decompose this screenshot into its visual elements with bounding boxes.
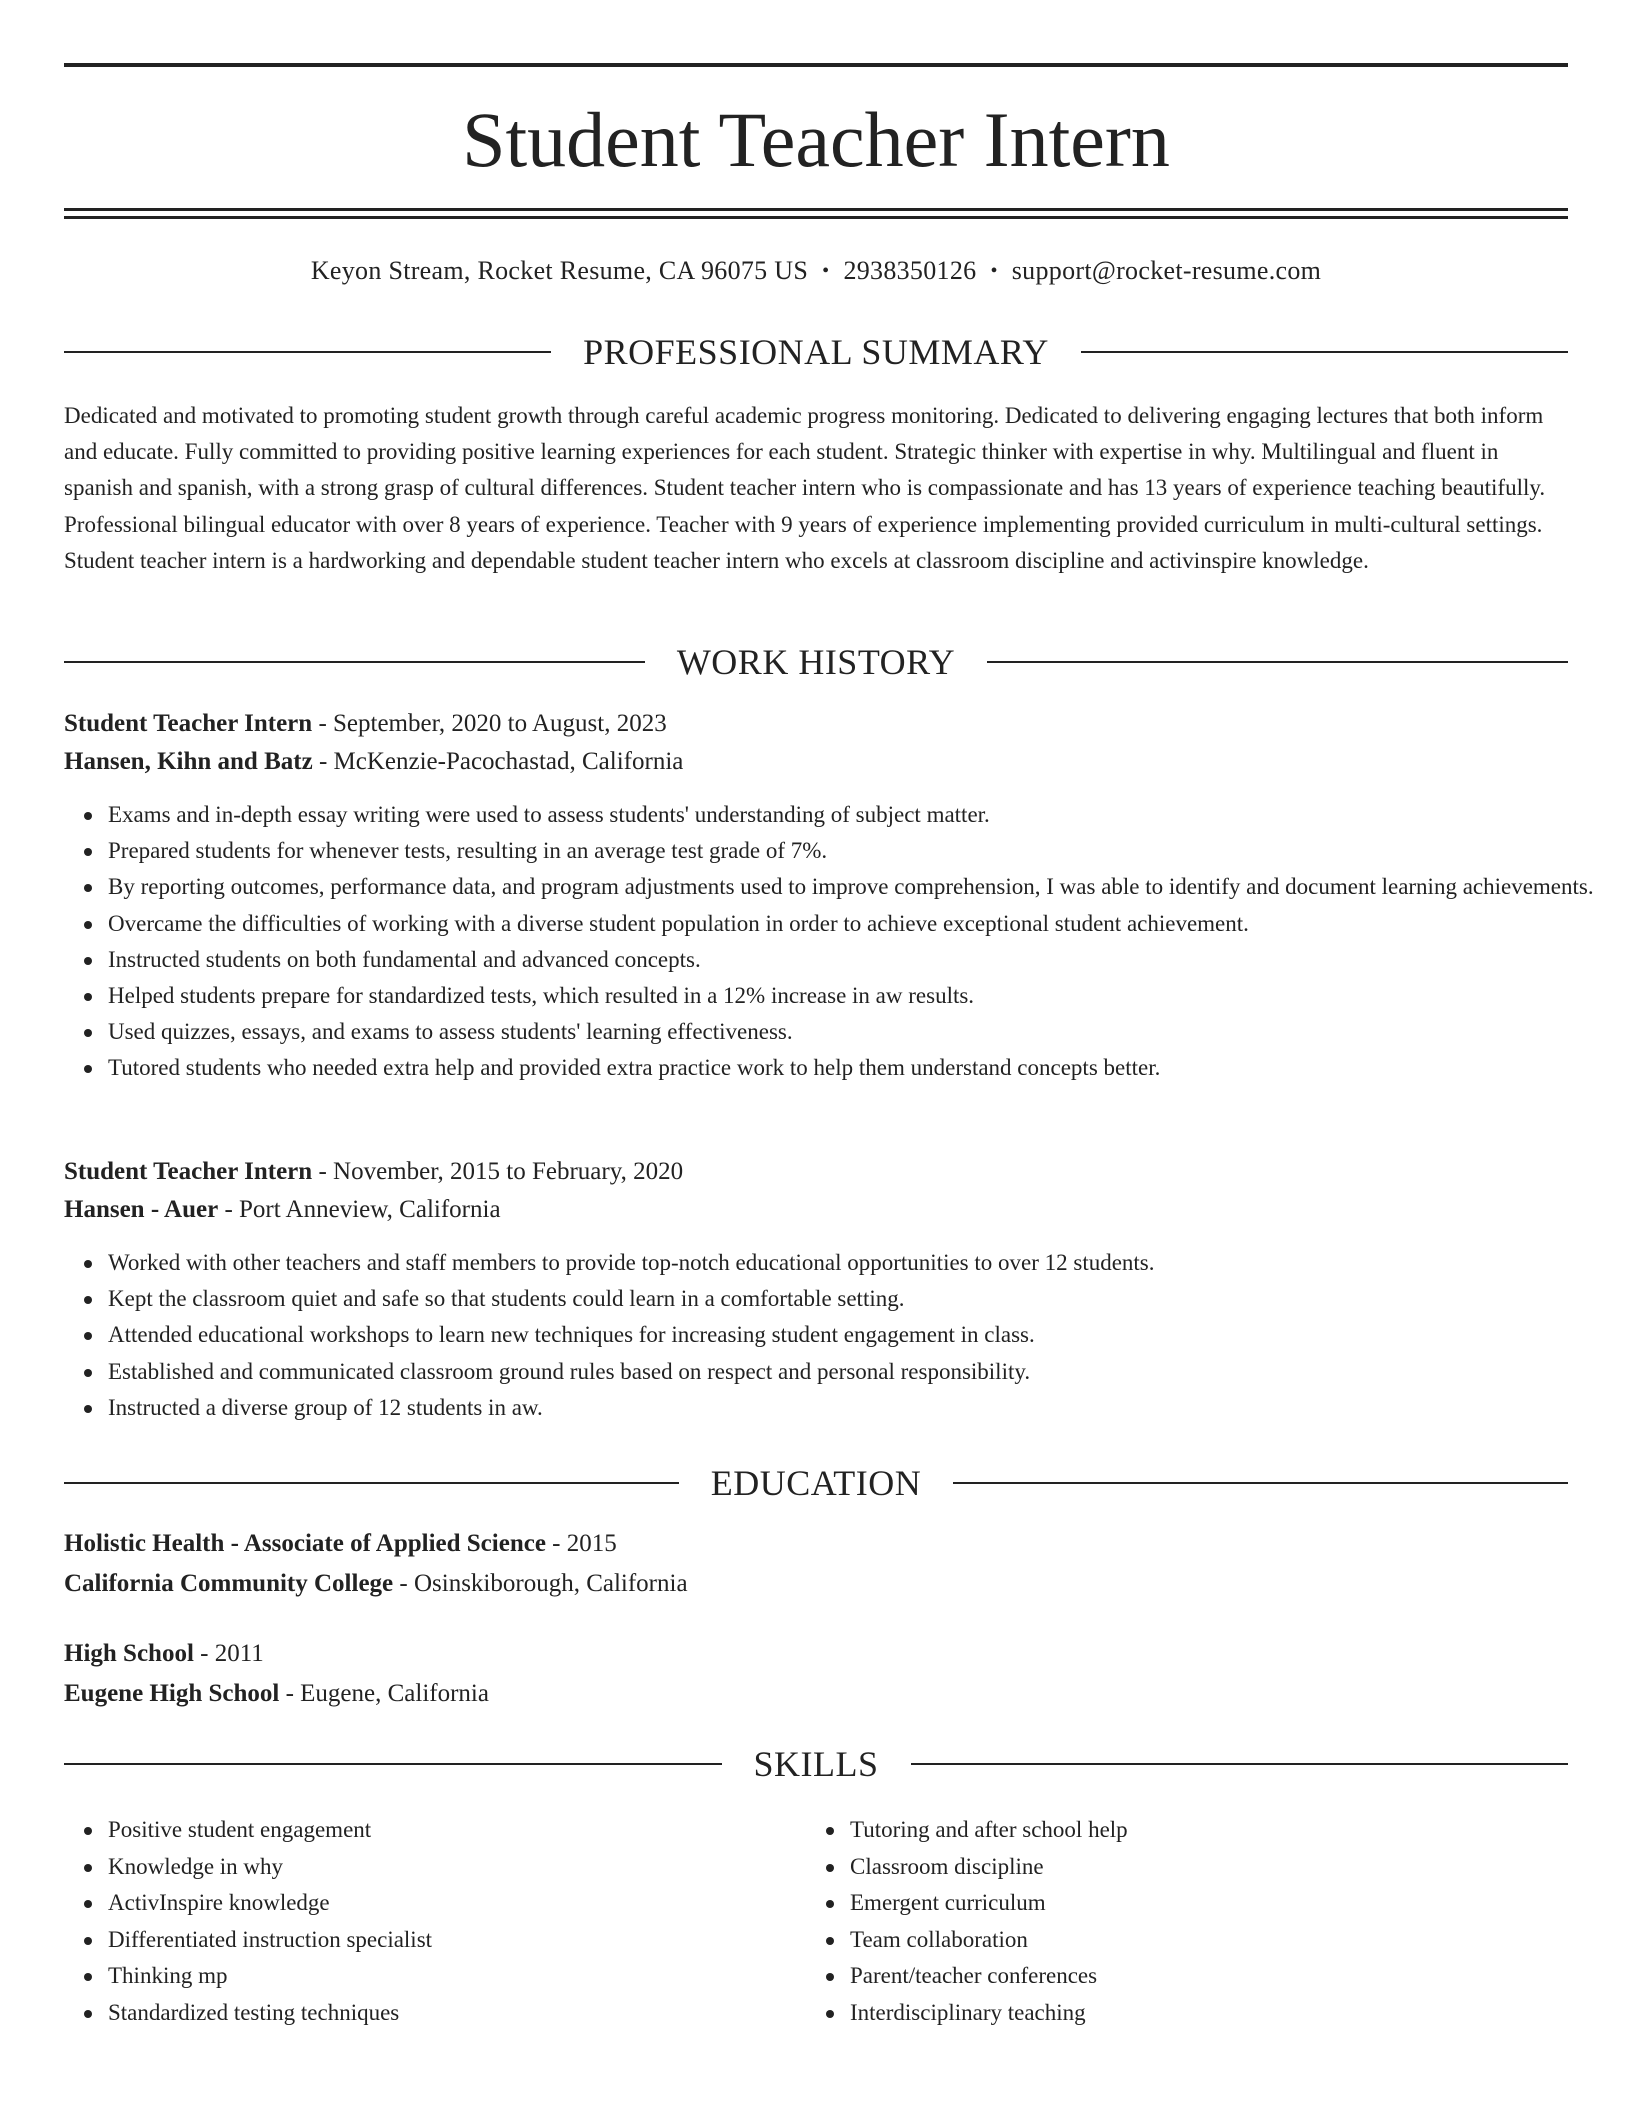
job-bullet: Used quizzes, essays, and exams to assess students' learning effectiveness.: [108, 1014, 1608, 1050]
job-bullet: Instructed students on both fundamental and advanced concepts.: [108, 942, 1608, 978]
education-year: - 2015: [545, 1530, 617, 1557]
job-bullet: Kept the classroom quiet and safe so that students could learn in a comfortable setting.: [108, 1281, 1608, 1317]
section-rule: [1081, 351, 1568, 353]
contact-email: support@rocket-resume.com: [1011, 256, 1322, 285]
section-rule: [64, 661, 645, 663]
job-location: - Port Anneview, California: [218, 1196, 501, 1223]
contact-separator: •: [822, 260, 830, 282]
section-title: PROFESSIONAL SUMMARY: [583, 332, 1049, 372]
section-rule: [987, 661, 1568, 663]
skill-item: Positive student engagement: [108, 1812, 808, 1849]
skill-item: ActivInspire knowledge: [108, 1885, 808, 1922]
summary-text: Dedicated and motivated to promoting student growth through careful academic progress monitoring. Dedicated to delivering engaging lectures that both inform and educate. Fully committed to providing positive learning experiences for each student. Strategic thinker with expertise in why. Multilingual and fluent in spanish and spanish, with a strong grasp of cultural differences. Student teacher intern who is compassionate and has 13 years of experience teaching beautifully. Professional bilingual educator with over 8 years of experience. Teacher with 9 years of experience implementing provided curriculum in multi-cultural settings. Student teacher intern is a hardworking and dependable student teacher intern who excels at classroom discipline and activinspire knowledge.: [64, 403, 1546, 573]
section-header-skills: [64, 1742, 1568, 1786]
education-location: - Osinskiborough, California: [393, 1570, 688, 1597]
job-title-line: [64, 706, 1568, 742]
job-bullet: Exams and in-depth essay writing were used to assess students' understanding of subject matter.: [108, 797, 1608, 833]
skill-item: Classroom discipline: [850, 1849, 1550, 1886]
education-school: Eugene High School: [64, 1680, 280, 1707]
section-rule: [911, 1763, 1569, 1765]
skill-item: Team collaboration: [850, 1922, 1550, 1959]
skills-list-left: [64, 1812, 808, 2031]
skill-item: Knowledge in why: [108, 1849, 808, 1886]
contact-address: Keyon Stream, Rocket Resume, CA 96075 US: [310, 256, 809, 285]
skill-item: Emergent curriculum: [850, 1885, 1550, 1922]
education-degree: Holistic Health - Associate of Applied Science: [64, 1530, 546, 1557]
job-bullet: Worked with other teachers and staff members to provide top-notch educational opportunities to over 12 students.: [108, 1245, 1608, 1281]
job-bullet: Instructed a diverse group of 12 students in aw.: [108, 1390, 1608, 1426]
job-bullet: Established and communicated classroom ground rules based on respect and personal responsibility.: [108, 1354, 1608, 1390]
job-company-line: [64, 1192, 1568, 1228]
job-bullet: Helped students prepare for standardized tests, which resulted in a 12% increase in aw results.: [108, 978, 1608, 1014]
resume-title: Student Teacher Intern: [462, 96, 1170, 183]
skill-item: Tutoring and after school help: [850, 1812, 1550, 1849]
education-year: - 2011: [193, 1640, 264, 1667]
contact-phone: 2938350126: [843, 256, 977, 285]
job-title-line: [64, 1154, 1568, 1190]
job-company: Hansen - Auer: [64, 1196, 219, 1223]
skills-list-right: [806, 1812, 1550, 2031]
title-double-rule: [64, 208, 1568, 219]
education-school: California Community College: [64, 1570, 394, 1597]
skill-item: Thinking mp: [108, 1958, 808, 1995]
job-bullet: By reporting outcomes, performance data, and program adjustments used to improve comprehension, I was able to identify and document learning achievements.: [108, 869, 1608, 905]
section-rule: [64, 1763, 722, 1765]
skill-item: Interdisciplinary teaching: [850, 1995, 1550, 2032]
section-header-education: [64, 1461, 1568, 1505]
job-company: Hansen, Kihn and Batz: [64, 748, 313, 775]
job-title: Student Teacher Intern: [64, 1158, 313, 1185]
job-bullet: Tutored students who needed extra help and provided extra practice work to help them understand concepts better.: [108, 1050, 1608, 1086]
section-rule: [64, 1482, 679, 1484]
job-company-line: [64, 744, 1568, 780]
education-degree-line: [64, 1526, 1568, 1562]
section-title: EDUCATION: [710, 1463, 922, 1503]
job-title: Student Teacher Intern: [64, 710, 313, 737]
job-bullet: Overcame the difficulties of working with a diverse student population in order to achieve exceptional student achievement.: [108, 906, 1608, 942]
section-title: WORK HISTORY: [676, 642, 956, 682]
job-dates: - November, 2015 to February, 2020: [312, 1158, 684, 1185]
section-rule: [953, 1482, 1568, 1484]
top-rule: [64, 63, 1568, 67]
job-dates: - September, 2020 to August, 2023: [312, 710, 667, 737]
job-bullet: Prepared students for whenever tests, resulting in an average test grade of 7%.: [108, 833, 1608, 869]
education-degree: High School: [64, 1640, 194, 1667]
job-bullet: Attended educational workshops to learn new techniques for increasing student engagement in class.: [108, 1317, 1608, 1353]
job-bullets: [64, 797, 1608, 1087]
education-school-line: [64, 1566, 1568, 1602]
education-location: - Eugene, California: [279, 1680, 489, 1707]
section-rule: [64, 351, 551, 353]
skill-item: Differentiated instruction specialist: [108, 1922, 808, 1959]
job-bullets: [64, 1245, 1608, 1426]
section-title: SKILLS: [753, 1744, 879, 1784]
contact-line: [64, 254, 1568, 288]
contact-separator: •: [990, 260, 998, 282]
section-header-work-history: [64, 640, 1568, 684]
skill-item: Parent/teacher conferences: [850, 1958, 1550, 1995]
education-school-line: [64, 1676, 1568, 1712]
skill-item: Standardized testing techniques: [108, 1995, 808, 2032]
section-header-summary: [64, 330, 1568, 374]
education-degree-line: [64, 1636, 1568, 1672]
job-location: - McKenzie-Pacochastad, California: [312, 748, 684, 775]
